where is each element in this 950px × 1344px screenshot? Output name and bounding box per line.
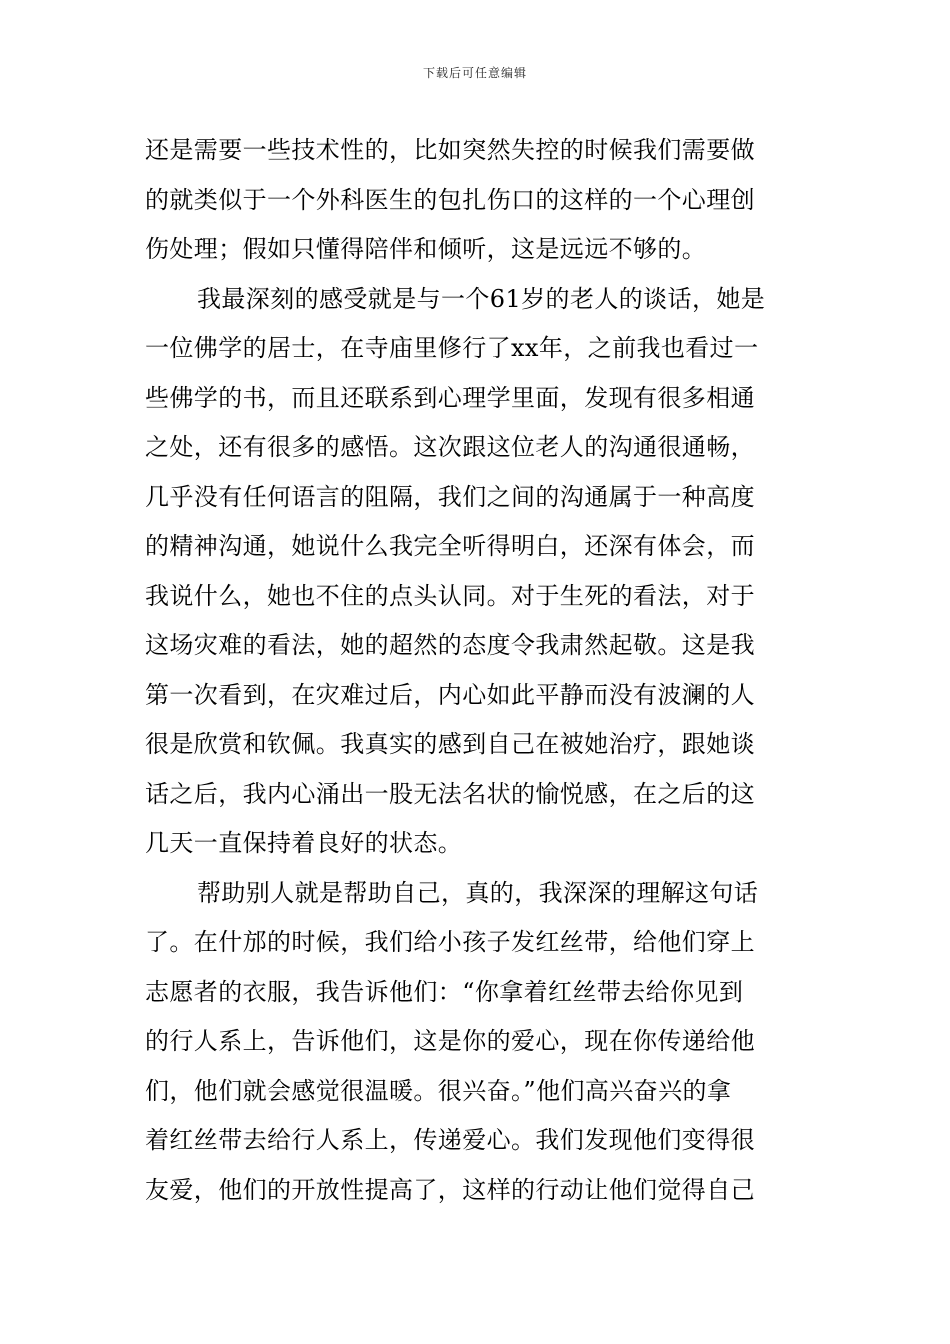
text-line: 我最深刻的感受就是与一个61岁的老人的谈话，她是 xyxy=(197,284,766,313)
text-line: 志愿者的衣服，我告诉他们：“你拿着红丝带去给你见到 xyxy=(145,977,744,1006)
text-line: 了。在什邡的时候，我们给小孩子发红丝带，给他们穿上 xyxy=(145,928,755,956)
text-line: 这场灾难的看法，她的超然的态度令我肃然起敬。这是我 xyxy=(145,631,755,659)
text-line: 的就类似于一个外科医生的包扎伤口的这样的一个心理创 xyxy=(145,185,755,214)
text-line: 几乎没有任何语言的阻隔，我们之间的沟通属于一种高度 xyxy=(145,482,755,511)
text-line: 着红丝带去给行人系上，传递爱心。我们发现他们变得很 xyxy=(145,1126,755,1154)
text-line: 还是需要一些技术性的，比如突然失控的时候我们需要做 xyxy=(145,136,755,164)
text-line: 些佛学的书，而且还联系到心理学里面，发现有很多相通 xyxy=(145,383,755,412)
text-line: 之处，还有很多的感悟。这次跟这位老人的沟通很通畅， xyxy=(145,433,755,461)
text-line: 帮助别人就是帮助自己，真的，我深深的理解这句话 xyxy=(197,878,759,907)
text-line: 们，他们就会感觉很温暖。很兴奋。”他们高兴奋兴的拿 xyxy=(145,1076,732,1105)
document-body xyxy=(145,126,807,1215)
text-line: 的精神沟通，她说什么我完全听得明白，还深有体会，而 xyxy=(145,532,755,560)
text-line: 第一次看到，在灾难过后，内心如此平静而没有波澜的人 xyxy=(145,680,755,709)
text-line: 几天一直保持着良好的状态。 xyxy=(145,829,463,857)
text-line: 话之后，我内心涌出一股无法名状的愉悦感，在之后的这 xyxy=(145,779,755,808)
header-note: 下载后可任意编辑 xyxy=(422,66,527,80)
text-line: 一位佛学的居士，在寺庙里修行了xx年，之前我也看过一 xyxy=(145,334,759,362)
text-line: 友爱，他们的开放性提高了，这样的行动让他们觉得自己 xyxy=(145,1175,755,1204)
text-line: 我说什么，她也不住的点头认同。对于生死的看法，对于 xyxy=(145,581,755,610)
text-line: 伤处理；假如只懂得陪伴和倾听，这是远远不够的。 xyxy=(145,235,707,263)
text-line: 的行人系上，告诉他们，这是你的爱心，现在你传递给他 xyxy=(145,1027,755,1055)
text-line: 很是欣赏和钦佩。我真实的感到自己在被她治疗，跟她谈 xyxy=(145,730,755,758)
